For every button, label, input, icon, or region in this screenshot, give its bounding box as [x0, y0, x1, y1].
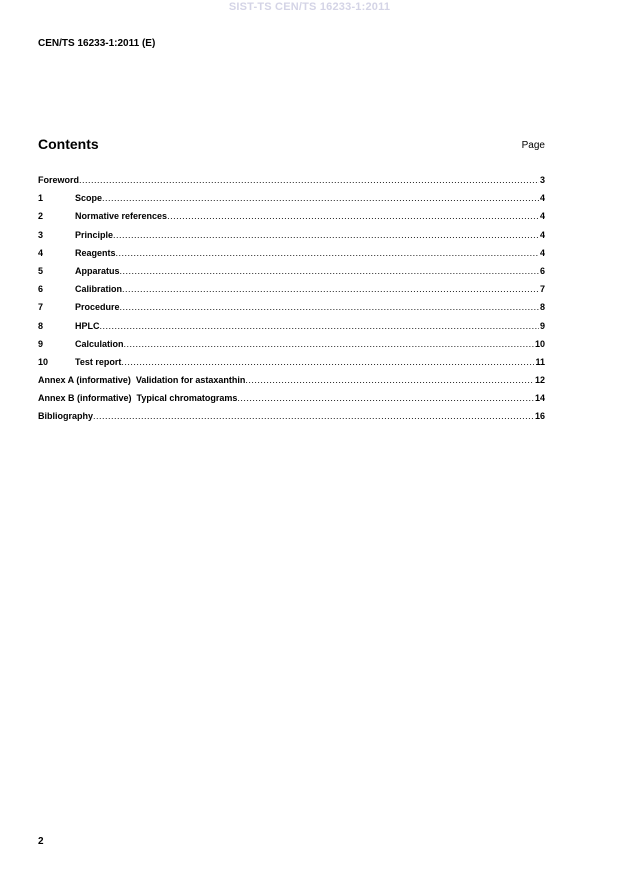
toc-entry-page: 7: [539, 284, 545, 295]
toc-leader-dots: [93, 411, 534, 421]
toc-entry-foreword[interactable]: [38, 175, 545, 193]
toc-entry-title: Annex A (informative) Validation for astaxanthin: [38, 375, 246, 386]
toc-entry-page: 4: [539, 247, 545, 258]
toc-entry-number: 8: [38, 320, 44, 331]
toc-entry-number: 2: [38, 211, 44, 222]
toc-leader-dots: [120, 266, 539, 276]
toc-entry-calibration[interactable]: [38, 284, 545, 302]
toc-entry-title: Calculation: [75, 338, 124, 349]
toc-entry-principle[interactable]: [38, 230, 545, 248]
toc-leader-dots: [79, 175, 539, 185]
page-column-label: Page: [521, 140, 545, 151]
toc-entry-number: 5: [38, 265, 44, 276]
toc-entry-page: 9: [539, 320, 545, 331]
toc-entry-scope[interactable]: [38, 193, 545, 211]
toc-entry-reagents[interactable]: [38, 248, 545, 266]
toc-leader-dots: [120, 302, 539, 312]
toc-entry-page: 16: [534, 411, 545, 422]
toc-entry-title: Test report: [75, 356, 122, 367]
toc-entry-title: HPLC: [75, 320, 100, 331]
toc-entry-hplc[interactable]: [38, 321, 545, 339]
toc-entry-number: 6: [38, 284, 44, 295]
toc-entry-page: 3: [539, 175, 545, 185]
toc-entry-procedure[interactable]: [38, 302, 545, 320]
toc-entry-title: Normative references: [75, 211, 168, 222]
toc-entry-annex-b[interactable]: [38, 393, 545, 411]
watermark: SIST-TS CEN/TS 16233-1:2011: [228, 1, 391, 13]
toc-leader-dots: [124, 339, 534, 349]
toc-entry-page: 14: [534, 393, 545, 404]
toc-entry-bibliography[interactable]: [38, 411, 545, 429]
toc-entry-number: 4: [38, 247, 44, 258]
toc-leader-dots: [122, 284, 539, 294]
toc-entry-title: Bibliography: [38, 411, 94, 422]
toc-leader-dots: [167, 211, 539, 221]
toc-entry-title: Scope: [75, 193, 103, 204]
toc-leader-dots: [102, 193, 539, 203]
toc-entry-number: 3: [38, 229, 44, 240]
toc-entry-title: Principle: [75, 229, 114, 240]
toc-entry-test-report[interactable]: [38, 357, 545, 375]
toc-leader-dots: [100, 321, 539, 331]
toc-leader-dots: [245, 375, 534, 385]
toc-entry-number: 9: [38, 338, 44, 349]
toc-entry-title: Calibration: [75, 284, 123, 295]
toc-entry-page: 8: [539, 302, 545, 313]
page-number: 2: [38, 836, 44, 847]
document-header: CEN/TS 16233-1:2011 (E): [38, 38, 156, 49]
toc-entry-title: Annex B (informative) Typical chromatograms: [38, 393, 238, 404]
toc-leader-dots: [121, 357, 534, 367]
toc-entry-page: 12: [534, 375, 545, 386]
toc-leader-dots: [116, 248, 539, 258]
table-of-contents: [38, 175, 545, 430]
toc-entry-page: 6: [539, 265, 545, 276]
toc-entry-number: 10: [38, 356, 49, 367]
contents-heading: Contents: [38, 136, 99, 152]
toc-entry-annex-a[interactable]: [38, 375, 545, 393]
toc-leader-dots: [113, 230, 539, 240]
toc-entry-page: 11: [535, 356, 545, 367]
toc-entry-title: Procedure: [75, 302, 120, 313]
toc-entry-page: 4: [539, 211, 545, 222]
toc-entry-normative-references[interactable]: [38, 211, 545, 229]
toc-entry-title: Apparatus: [75, 265, 120, 276]
toc-entry-title: Foreword: [38, 175, 80, 185]
toc-entry-number: 7: [38, 302, 44, 313]
toc-entry-page: 4: [539, 193, 545, 204]
toc-leader-dots: [237, 393, 534, 403]
toc-entry-apparatus[interactable]: [38, 266, 545, 284]
toc-entry-page: 10: [534, 338, 545, 349]
toc-entry-title: Reagents: [75, 247, 116, 258]
toc-entry-number: 1: [38, 193, 44, 204]
toc-entry-page: 4: [539, 229, 545, 240]
toc-entry-calculation[interactable]: [38, 339, 545, 357]
